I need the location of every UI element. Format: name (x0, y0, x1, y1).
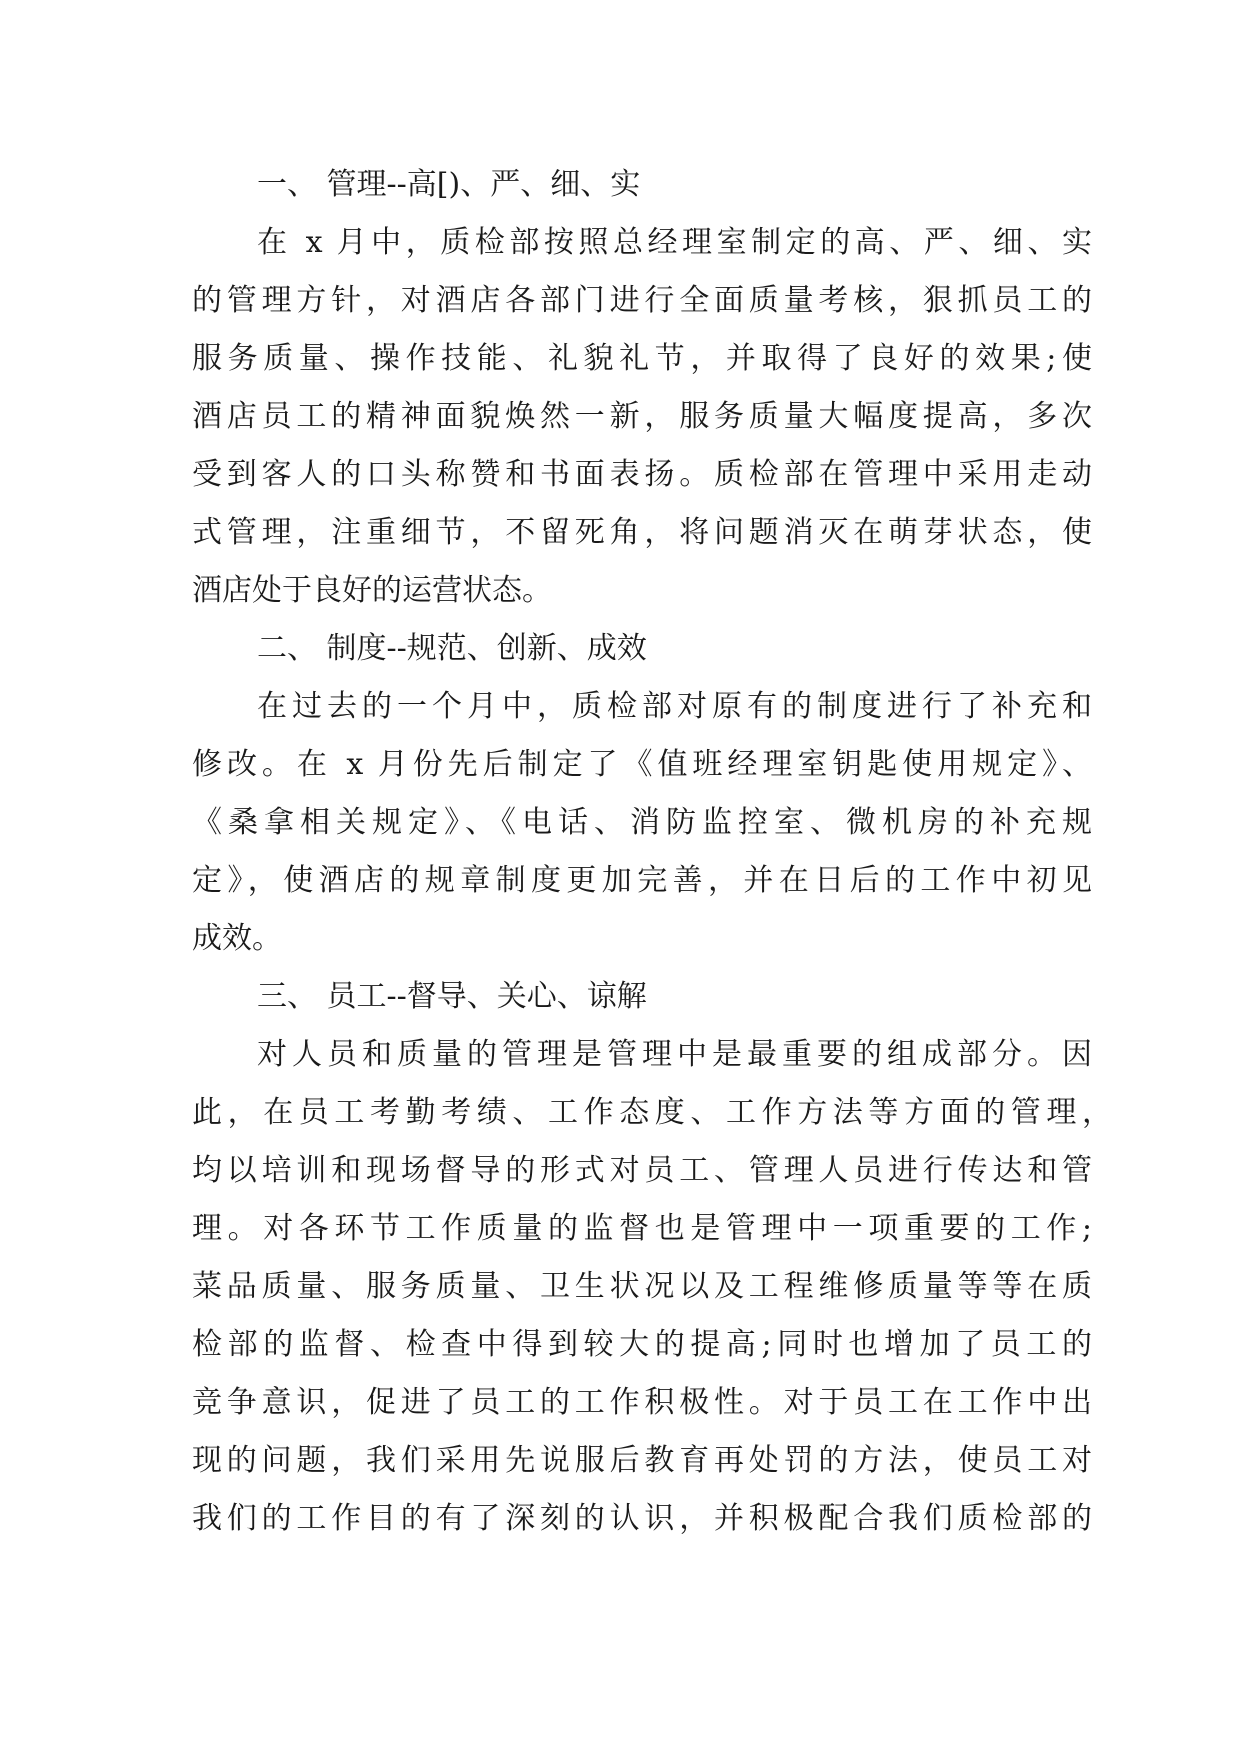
paragraph-line: 成效。 (192, 921, 282, 956)
paragraph-line: 受到客人的口头称赞和书面表扬。质检部在管理中采用走动 (192, 457, 1092, 492)
paragraph-line: 服务质量、操作技能、礼貌礼节，并取得了良好的效果;使 (192, 341, 1092, 376)
section-heading-3: 三、 员工--督导、关心、谅解 (257, 979, 647, 1014)
paragraph-line: 在过去的一个月中，质检部对原有的制度进行了补充和 (257, 689, 1092, 724)
paragraph-line: 对人员和质量的管理是管理中是最重要的组成部分。因 (257, 1037, 1092, 1072)
paragraph-line: 的管理方针，对酒店各部门进行全面质量考核，狠抓员工的 (192, 283, 1092, 318)
section-heading-2: 二、 制度--规范、创新、成效 (257, 631, 647, 666)
paragraph-line: 定》，使酒店的规章制度更加完善，并在日后的工作中初见 (192, 863, 1092, 898)
section-heading-1: 一、 管理--高[)、严、细、实 (257, 167, 641, 202)
paragraph-line: 《桑拿相关规定》、《电话、消防监控室、微机房的补充规 (192, 805, 1092, 840)
paragraph-line: 此，在员工考勤考绩、工作态度、工作方法等方面的管理， (192, 1095, 1112, 1130)
paragraph-line: 酒店员工的精神面貌焕然一新，服务质量大幅度提高，多次 (192, 399, 1092, 434)
paragraph-line: 修改。在 x 月份先后制定了《值班经理室钥匙使用规定》、 (192, 747, 1092, 782)
paragraph-line: 均以培训和现场督导的形式对员工、管理人员进行传达和管 (192, 1153, 1092, 1188)
paragraph-line: 现的问题，我们采用先说服后教育再处罚的方法，使员工对 (192, 1443, 1092, 1478)
paragraph-line: 在 x 月中，质检部按照总经理室制定的高、严、细、实 (257, 225, 1092, 260)
paragraph-line: 检部的监督、检查中得到较大的提高;同时也增加了员工的 (192, 1327, 1092, 1362)
paragraph-line: 竞争意识，促进了员工的工作积极性。对于员工在工作中出 (192, 1385, 1092, 1420)
paragraph-line: 我们的工作目的有了深刻的认识，并积极配合我们质检部的 (192, 1501, 1092, 1536)
paragraph-line: 理。对各环节工作质量的监督也是管理中一项重要的工作; (192, 1211, 1092, 1246)
paragraph-line: 酒店处于良好的运营状态。 (192, 573, 552, 608)
paragraph-line: 式管理，注重细节，不留死角，将问题消灭在萌芽状态，使 (192, 515, 1092, 550)
paragraph-line: 菜品质量、服务质量、卫生状况以及工程维修质量等等在质 (192, 1269, 1092, 1304)
